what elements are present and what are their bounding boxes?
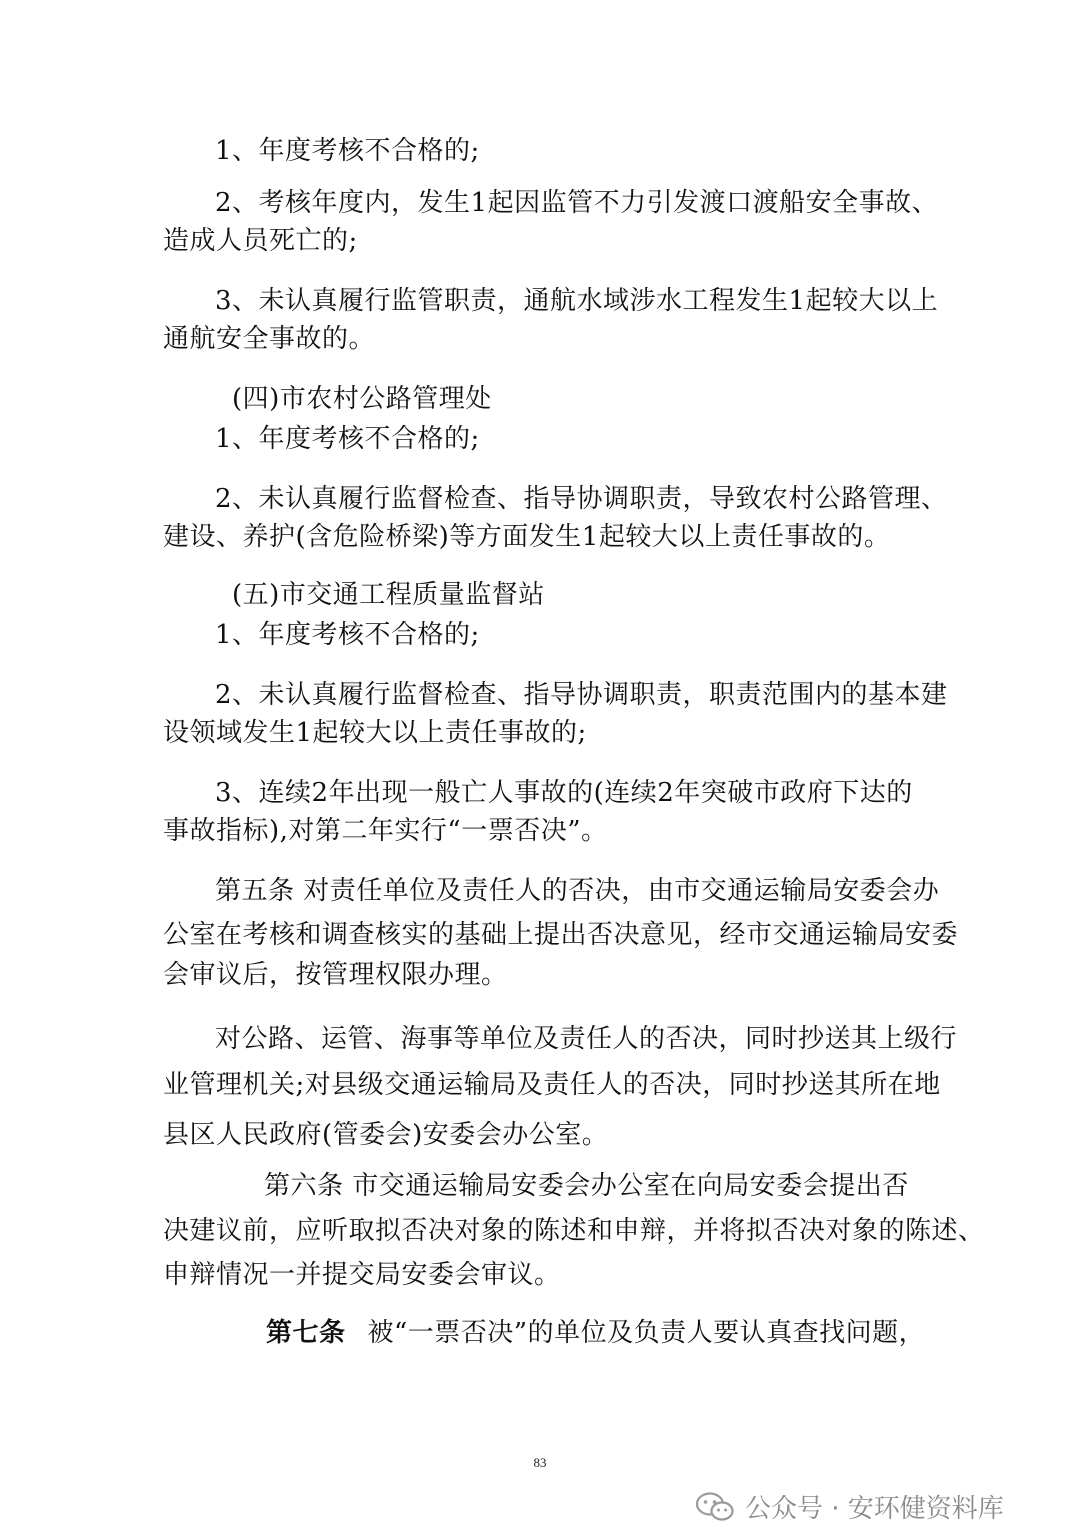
- text-line: 1、年度考核不合格的;: [215, 424, 480, 454]
- text-line: 3、连续2年出现一般亡人事故的(连续2年突破市政府下达的: [215, 778, 913, 808]
- text-line: 2、未认真履行监督检查、指导协调职责，职责范围内的基本建: [215, 680, 948, 710]
- text-line: 县区人民政府(管委会)安委会办公室。: [163, 1120, 609, 1150]
- text-line: 对公路、运管、海事等单位及责任人的否决，同时抄送其上级行: [215, 1024, 958, 1054]
- article-seven-text: 被“一票否决”的单位及负责人要认真查找问题，: [367, 1318, 926, 1348]
- text-line: 2、考核年度内，发生1起因监管不力引发渡口渡船安全事故、: [215, 188, 939, 218]
- text-line: 业管理机关;对县级交通运输局及责任人的否决，同时抄送其所在地: [163, 1070, 941, 1100]
- watermark-text: 公众号 · 安环健资料库: [745, 1494, 1004, 1524]
- text-line: 申辩情况一并提交局安委会审议。: [163, 1260, 561, 1290]
- text-line: 3、未认真履行监管职责，通航水域涉水工程发生1起较大以上: [215, 286, 939, 316]
- text-line: 造成人员死亡的;: [163, 226, 358, 256]
- text-line: 通航安全事故的。: [163, 324, 376, 354]
- wechat-icon: [695, 1491, 735, 1523]
- text-line: 1、年度考核不合格的;: [215, 620, 480, 650]
- text-line: 决建议前，应听取拟否决对象的陈述和申辩，并将拟否决对象的陈述、: [163, 1216, 985, 1246]
- text-line: 1、年度考核不合格的;: [215, 136, 480, 166]
- text-line: 2、未认真履行监督检查、指导协调职责，导致农村公路管理、: [215, 484, 948, 514]
- text-line: 事故指标),对第二年实行“一票否决”。: [163, 816, 608, 846]
- page-number: 83: [533, 1455, 547, 1470]
- text-line: 公室在考核和调查核实的基础上提出否决意见，经市交通运输局安委: [163, 920, 959, 950]
- text-line: 建设、养护(含危险桥梁)等方面发生1起较大以上责任事故的。: [163, 522, 891, 552]
- article-five-line: 第五条 对责任单位及责任人的否决，由市交通运输局安委会办: [215, 876, 940, 906]
- article-seven-line: [266, 1317, 925, 1349]
- watermark: [695, 1488, 1004, 1525]
- text-line: 会审议后，按管理权限办理。: [163, 960, 508, 990]
- text-line: 设领域发生1起较大以上责任事故的;: [163, 718, 587, 748]
- article-seven-label: 第七条: [266, 1318, 346, 1348]
- section-heading: (四)市农村公路管理处: [232, 384, 492, 414]
- section-heading: (五)市交通工程质量监督站: [232, 580, 545, 610]
- article-six-line: 第六条 市交通运输局安委会办公室在向局安委会提出否: [264, 1171, 909, 1201]
